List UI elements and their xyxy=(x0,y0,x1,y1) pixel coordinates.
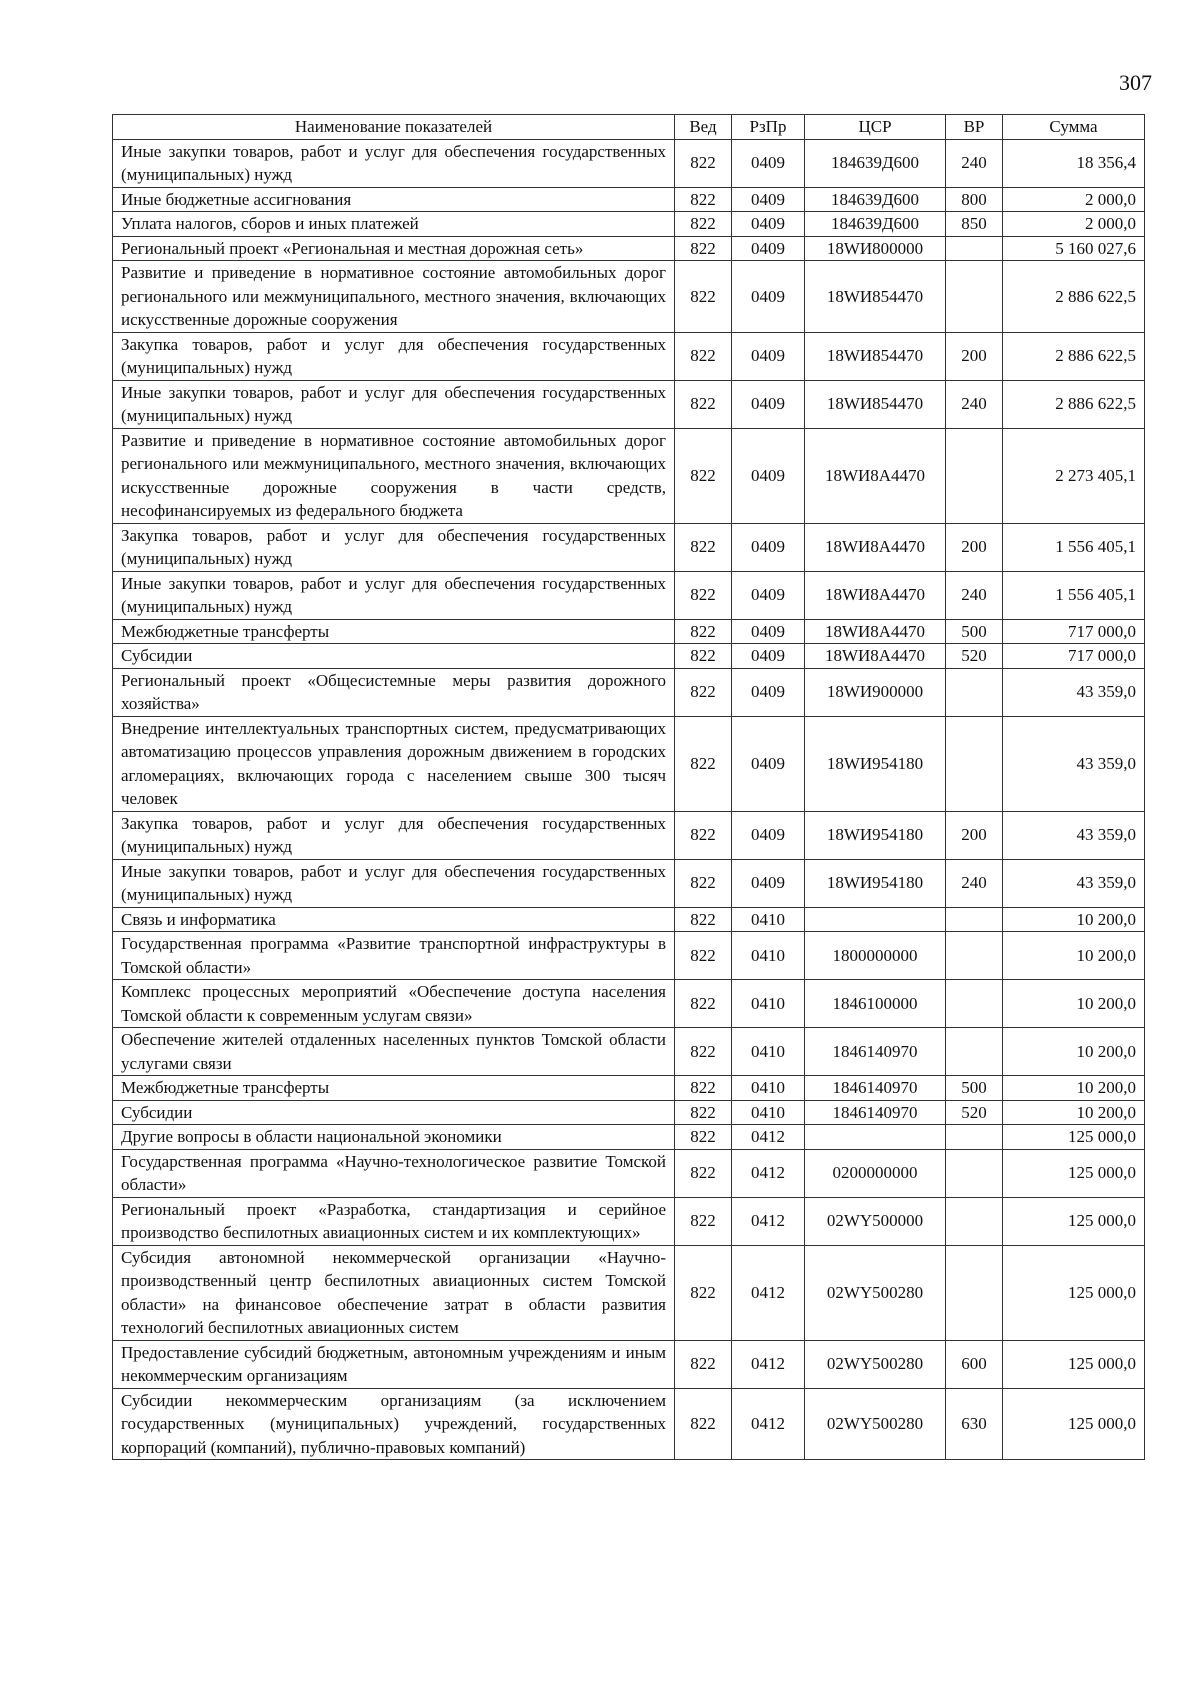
cell-ved: 822 xyxy=(675,932,732,980)
cell-csr: 18WИ900000 xyxy=(805,668,946,716)
header-rzpr: РзПр xyxy=(732,115,805,140)
cell-name: Иные закупки товаров, работ и услуг для обеспечения государственных (муниципальных) нужд xyxy=(113,859,675,907)
cell-csr: 18WИ8А4470 xyxy=(805,523,946,571)
cell-ved: 822 xyxy=(675,571,732,619)
cell-csr xyxy=(805,907,946,932)
cell-csr: 1846140970 xyxy=(805,1100,946,1125)
table-row xyxy=(113,668,1145,716)
cell-csr: 184639Д600 xyxy=(805,187,946,212)
cell-ved: 822 xyxy=(675,1340,732,1388)
table-row xyxy=(113,1245,1145,1340)
cell-csr: 18WИ8А4470 xyxy=(805,428,946,523)
table-row xyxy=(113,619,1145,644)
table-row xyxy=(113,428,1145,523)
cell-vr xyxy=(946,1197,1003,1245)
cell-name: Иные закупки товаров, работ и услуг для обеспечения государственных (муниципальных) нужд xyxy=(113,571,675,619)
cell-sum: 2 273 405,1 xyxy=(1003,428,1145,523)
cell-rzpr: 0409 xyxy=(732,523,805,571)
cell-rzpr: 0410 xyxy=(732,1028,805,1076)
cell-sum: 43 359,0 xyxy=(1003,859,1145,907)
cell-ved: 822 xyxy=(675,523,732,571)
cell-ved: 822 xyxy=(675,236,732,261)
table-row xyxy=(113,332,1145,380)
cell-csr: 02WY500000 xyxy=(805,1197,946,1245)
cell-vr: 240 xyxy=(946,859,1003,907)
cell-sum: 1 556 405,1 xyxy=(1003,571,1145,619)
cell-sum: 2 886 622,5 xyxy=(1003,380,1145,428)
cell-name: Предоставление субсидий бюджетным, автономным учреждениям и иным некоммерческим организациям xyxy=(113,1340,675,1388)
cell-rzpr: 0410 xyxy=(732,1100,805,1125)
cell-name: Межбюджетные трансферты xyxy=(113,1076,675,1101)
cell-sum: 10 200,0 xyxy=(1003,932,1145,980)
cell-name: Уплата налогов, сборов и иных платежей xyxy=(113,212,675,237)
table-row xyxy=(113,644,1145,669)
cell-sum: 2 000,0 xyxy=(1003,187,1145,212)
cell-vr xyxy=(946,428,1003,523)
cell-rzpr: 0409 xyxy=(732,571,805,619)
cell-rzpr: 0412 xyxy=(732,1149,805,1197)
table-row xyxy=(113,1340,1145,1388)
cell-rzpr: 0409 xyxy=(732,644,805,669)
cell-rzpr: 0410 xyxy=(732,1076,805,1101)
cell-csr: 1846140970 xyxy=(805,1028,946,1076)
cell-ved: 822 xyxy=(675,428,732,523)
budget-table xyxy=(112,114,1145,1460)
cell-name: Другие вопросы в области национальной экономики xyxy=(113,1125,675,1150)
cell-rzpr: 0410 xyxy=(732,907,805,932)
cell-rzpr: 0409 xyxy=(732,212,805,237)
cell-vr: 630 xyxy=(946,1388,1003,1460)
cell-rzpr: 0409 xyxy=(732,261,805,333)
table-row xyxy=(113,212,1145,237)
cell-sum: 43 359,0 xyxy=(1003,811,1145,859)
cell-rzpr: 0409 xyxy=(732,428,805,523)
header-vr: ВР xyxy=(946,115,1003,140)
page-number: 307 xyxy=(1119,70,1152,95)
cell-csr: 18WИ854470 xyxy=(805,261,946,333)
table-row xyxy=(113,1125,1145,1150)
cell-csr: 18WИ854470 xyxy=(805,332,946,380)
cell-vr: 520 xyxy=(946,1100,1003,1125)
cell-vr xyxy=(946,932,1003,980)
cell-name: Субсидии xyxy=(113,1100,675,1125)
table-row xyxy=(113,907,1145,932)
cell-vr xyxy=(946,716,1003,811)
header-ved: Вед xyxy=(675,115,732,140)
cell-ved: 822 xyxy=(675,668,732,716)
table-row xyxy=(113,261,1145,333)
cell-vr: 240 xyxy=(946,571,1003,619)
cell-ved: 822 xyxy=(675,619,732,644)
cell-csr: 1846140970 xyxy=(805,1076,946,1101)
cell-sum: 125 000,0 xyxy=(1003,1245,1145,1340)
cell-vr: 240 xyxy=(946,139,1003,187)
table-row xyxy=(113,932,1145,980)
cell-rzpr: 0412 xyxy=(732,1197,805,1245)
cell-name: Закупка товаров, работ и услуг для обеспечения государственных (муниципальных) нужд xyxy=(113,332,675,380)
cell-name: Межбюджетные трансферты xyxy=(113,619,675,644)
cell-vr xyxy=(946,261,1003,333)
cell-ved: 822 xyxy=(675,212,732,237)
cell-name: Иные бюджетные ассигнования xyxy=(113,187,675,212)
table-row xyxy=(113,139,1145,187)
cell-name: Закупка товаров, работ и услуг для обеспечения государственных (муниципальных) нужд xyxy=(113,523,675,571)
cell-sum: 2 886 622,5 xyxy=(1003,332,1145,380)
cell-csr: 0200000000 xyxy=(805,1149,946,1197)
cell-csr: 1800000000 xyxy=(805,932,946,980)
cell-csr: 18WИ954180 xyxy=(805,716,946,811)
cell-name: Развитие и приведение в нормативное состояние автомобильных дорог регионального или межмуниципального, местного значения, включающих искусственные дорожные сооружения в части средств, несофинансируемых из федерального бюджета xyxy=(113,428,675,523)
cell-ved: 822 xyxy=(675,261,732,333)
cell-sum: 125 000,0 xyxy=(1003,1149,1145,1197)
table-row xyxy=(113,187,1145,212)
cell-name: Комплекс процессных мероприятий «Обеспечение доступа населения Томской области к современным услугам связи» xyxy=(113,980,675,1028)
cell-ved: 822 xyxy=(675,811,732,859)
cell-name: Субсидия автономной некоммерческой организации «Научно-производственный центр беспилотных авиационных систем Томской области» на финансовое обеспечение затрат в области развития технологий беспилотных авиационных систем xyxy=(113,1245,675,1340)
cell-name: Обеспечение жителей отдаленных населенных пунктов Томской области услугами связи xyxy=(113,1028,675,1076)
cell-ved: 822 xyxy=(675,644,732,669)
table-body xyxy=(113,139,1145,1460)
table-header-row xyxy=(113,115,1145,140)
cell-vr xyxy=(946,668,1003,716)
cell-vr: 200 xyxy=(946,811,1003,859)
cell-sum: 717 000,0 xyxy=(1003,644,1145,669)
cell-sum: 10 200,0 xyxy=(1003,1076,1145,1101)
cell-csr: 02WY500280 xyxy=(805,1340,946,1388)
cell-rzpr: 0410 xyxy=(732,980,805,1028)
cell-csr: 18WИ800000 xyxy=(805,236,946,261)
cell-ved: 822 xyxy=(675,1100,732,1125)
cell-vr: 200 xyxy=(946,332,1003,380)
cell-sum: 125 000,0 xyxy=(1003,1197,1145,1245)
cell-sum: 10 200,0 xyxy=(1003,1100,1145,1125)
cell-sum: 18 356,4 xyxy=(1003,139,1145,187)
table-row xyxy=(113,236,1145,261)
cell-csr: 18WИ8А4470 xyxy=(805,619,946,644)
cell-vr xyxy=(946,1028,1003,1076)
cell-sum: 10 200,0 xyxy=(1003,980,1145,1028)
cell-name: Внедрение интеллектуальных транспортных систем, предусматривающих автоматизацию процессов управления дорожным движением в городских агломерациях, включающих города с населением свыше 300 тысяч человек xyxy=(113,716,675,811)
cell-vr xyxy=(946,1245,1003,1340)
cell-name: Региональный проект «Общесистемные меры развития дорожного хозяйства» xyxy=(113,668,675,716)
cell-csr: 18WИ8А4470 xyxy=(805,644,946,669)
cell-ved: 822 xyxy=(675,1197,732,1245)
cell-ved: 822 xyxy=(675,716,732,811)
cell-name: Субсидии xyxy=(113,644,675,669)
table-row xyxy=(113,523,1145,571)
cell-ved: 822 xyxy=(675,1149,732,1197)
table-row xyxy=(113,571,1145,619)
cell-csr: 184639Д600 xyxy=(805,212,946,237)
cell-csr: 18WИ854470 xyxy=(805,380,946,428)
cell-csr: 02WY500280 xyxy=(805,1388,946,1460)
cell-csr: 18WИ8А4470 xyxy=(805,571,946,619)
cell-rzpr: 0412 xyxy=(732,1340,805,1388)
cell-rzpr: 0410 xyxy=(732,932,805,980)
cell-vr xyxy=(946,236,1003,261)
table-row xyxy=(113,1076,1145,1101)
table-row xyxy=(113,980,1145,1028)
cell-sum: 10 200,0 xyxy=(1003,1028,1145,1076)
cell-sum: 5 160 027,6 xyxy=(1003,236,1145,261)
table-row xyxy=(113,1028,1145,1076)
cell-sum: 125 000,0 xyxy=(1003,1340,1145,1388)
cell-ved: 822 xyxy=(675,1245,732,1340)
cell-rzpr: 0409 xyxy=(732,236,805,261)
cell-vr xyxy=(946,907,1003,932)
cell-vr: 850 xyxy=(946,212,1003,237)
cell-name: Государственная программа «Развитие транспортной инфраструктуры в Томской области» xyxy=(113,932,675,980)
header-csr: ЦСР xyxy=(805,115,946,140)
cell-vr: 520 xyxy=(946,644,1003,669)
cell-csr xyxy=(805,1125,946,1150)
table-row xyxy=(113,716,1145,811)
cell-sum: 1 556 405,1 xyxy=(1003,523,1145,571)
cell-ved: 822 xyxy=(675,980,732,1028)
cell-ved: 822 xyxy=(675,187,732,212)
cell-rzpr: 0412 xyxy=(732,1125,805,1150)
table-row xyxy=(113,811,1145,859)
header-sum: Сумма xyxy=(1003,115,1145,140)
cell-ved: 822 xyxy=(675,907,732,932)
header-name: Наименование показателей xyxy=(113,115,675,140)
cell-sum: 10 200,0 xyxy=(1003,907,1145,932)
cell-vr: 600 xyxy=(946,1340,1003,1388)
cell-csr: 1846100000 xyxy=(805,980,946,1028)
cell-ved: 822 xyxy=(675,380,732,428)
cell-ved: 822 xyxy=(675,1388,732,1460)
cell-name: Развитие и приведение в нормативное состояние автомобильных дорог регионального или межмуниципального, местного значения, включающих искусственные дорожные сооружения xyxy=(113,261,675,333)
cell-rzpr: 0409 xyxy=(732,187,805,212)
table-row xyxy=(113,1388,1145,1460)
cell-name: Субсидии некоммерческим организациям (за исключением государственных (муниципальных) учреждений, государственных корпораций (компаний), публично-правовых компаний) xyxy=(113,1388,675,1460)
cell-vr: 500 xyxy=(946,619,1003,644)
cell-ved: 822 xyxy=(675,859,732,907)
cell-rzpr: 0412 xyxy=(732,1245,805,1340)
cell-sum: 43 359,0 xyxy=(1003,668,1145,716)
cell-vr xyxy=(946,1149,1003,1197)
cell-sum: 43 359,0 xyxy=(1003,716,1145,811)
cell-vr: 500 xyxy=(946,1076,1003,1101)
table-row xyxy=(113,1149,1145,1197)
cell-vr: 200 xyxy=(946,523,1003,571)
cell-csr: 184639Д600 xyxy=(805,139,946,187)
cell-name: Связь и информатика xyxy=(113,907,675,932)
table-row xyxy=(113,859,1145,907)
cell-rzpr: 0409 xyxy=(732,668,805,716)
cell-csr: 18WИ954180 xyxy=(805,811,946,859)
cell-sum: 125 000,0 xyxy=(1003,1388,1145,1460)
cell-name: Иные закупки товаров, работ и услуг для обеспечения государственных (муниципальных) нужд xyxy=(113,380,675,428)
cell-rzpr: 0409 xyxy=(732,332,805,380)
cell-csr: 02WY500280 xyxy=(805,1245,946,1340)
cell-sum: 125 000,0 xyxy=(1003,1125,1145,1150)
cell-sum: 2 000,0 xyxy=(1003,212,1145,237)
cell-name: Государственная программа «Научно-технологическое развитие Томской области» xyxy=(113,1149,675,1197)
cell-csr: 18WИ954180 xyxy=(805,859,946,907)
cell-sum: 717 000,0 xyxy=(1003,619,1145,644)
cell-sum: 2 886 622,5 xyxy=(1003,261,1145,333)
cell-rzpr: 0409 xyxy=(732,619,805,644)
cell-ved: 822 xyxy=(675,332,732,380)
cell-rzpr: 0409 xyxy=(732,380,805,428)
table-row xyxy=(113,1197,1145,1245)
cell-ved: 822 xyxy=(675,1125,732,1150)
cell-ved: 822 xyxy=(675,139,732,187)
cell-rzpr: 0409 xyxy=(732,716,805,811)
cell-vr xyxy=(946,980,1003,1028)
cell-vr: 240 xyxy=(946,380,1003,428)
cell-name: Региональный проект «Разработка, стандартизация и серийное производство беспилотных авиационных систем и их комплектующих» xyxy=(113,1197,675,1245)
cell-name: Иные закупки товаров, работ и услуг для обеспечения государственных (муниципальных) нужд xyxy=(113,139,675,187)
cell-name: Региональный проект «Региональная и местная дорожная сеть» xyxy=(113,236,675,261)
cell-ved: 822 xyxy=(675,1028,732,1076)
cell-rzpr: 0409 xyxy=(732,811,805,859)
cell-rzpr: 0409 xyxy=(732,139,805,187)
cell-rzpr: 0409 xyxy=(732,859,805,907)
table-row xyxy=(113,380,1145,428)
cell-ved: 822 xyxy=(675,1076,732,1101)
cell-rzpr: 0412 xyxy=(732,1388,805,1460)
cell-name: Закупка товаров, работ и услуг для обеспечения государственных (муниципальных) нужд xyxy=(113,811,675,859)
cell-vr xyxy=(946,1125,1003,1150)
cell-vr: 800 xyxy=(946,187,1003,212)
table-row xyxy=(113,1100,1145,1125)
